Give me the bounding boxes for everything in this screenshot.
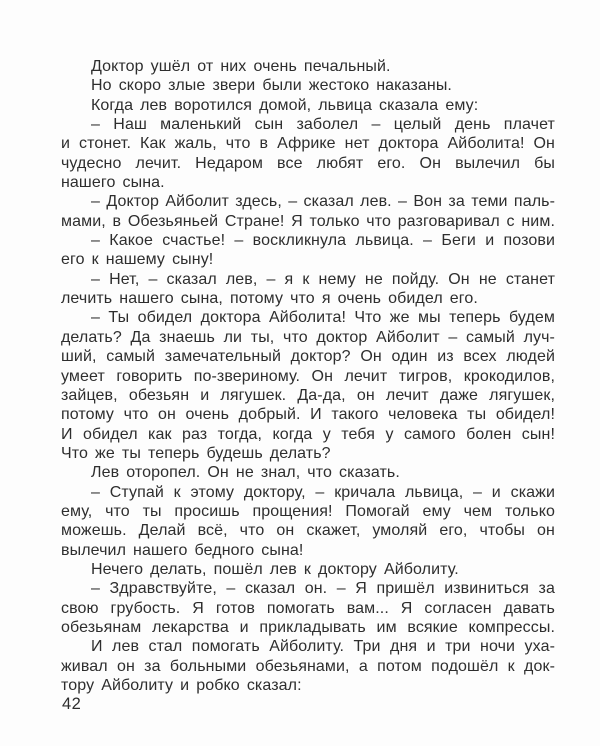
text-line: Когда лев воротился домой, львица сказала ему: — [91, 96, 479, 114]
text-line: вылечил нашего бедного сына! — [61, 541, 304, 559]
text-line: лечить нашего сына, потому что я очень обидел его. — [61, 290, 478, 308]
text-line: Доктор ушёл от них очень печальный. — [91, 58, 391, 75]
text-line: ему, что ты просишь прощения! Помогай ему чем только — [61, 502, 555, 520]
text-line: – Нет, – сказал лев, – я к нему не пойду. Он не станет — [91, 270, 555, 288]
text-line: И обидел как раз тогда, когда у тебя у самого болен сын! — [61, 425, 555, 443]
text-line: делать? Да знаешь ли ты, что доктор Айболит – самый луч- — [61, 328, 555, 346]
text-line: чудесно лечит. Недаром все любят его. Он вылечил бы — [61, 154, 555, 172]
text-line: умеет говорить по-звериному. Он лечит тигров, крокодилов, — [61, 367, 555, 385]
story-text — [61, 57, 555, 695]
text-line: тору Айболиту и робко сказал: — [61, 677, 302, 694]
text-line: ший, самый замечательный доктор? Он один из всех людей — [61, 348, 555, 366]
text-line: И лев стал помогать Айболиту. Три дня и три ночи уха- — [91, 638, 555, 656]
text-line: – Здравствуйте, – сказал он. – Я пришёл извиниться за — [91, 580, 555, 598]
text-line: Но скоро злые звери были жестоко наказаны. — [91, 77, 452, 95]
text-line: мами, в Обезьяньей Стране! Я только что разговаривал с ним. — [61, 212, 555, 230]
text-line: потому что он очень добрый. И такого человека ты обидел! — [61, 406, 555, 424]
text-line: нашего сына. — [61, 174, 165, 192]
text-line: Что же ты теперь будешь делать? — [61, 444, 331, 462]
text-line: Нечего делать, пошёл лев к доктору Айболиту. — [91, 560, 459, 578]
text-line: свою грубость. Я готов помогать вам... Я согласен давать — [61, 599, 555, 617]
text-line: и стонет. Как жаль, что в Африке нет доктора Айболита! Он — [61, 135, 555, 153]
text-line: его к нашему сыну! — [61, 251, 214, 269]
text-line: – Какое счастье! – воскликнула львица. – Беги и позови — [91, 232, 555, 250]
text-line: – Наш маленький сын заболел – целый день плачет — [91, 116, 555, 134]
text-line: можешь. Делай всё, что он скажет, умоляй его, чтобы он — [61, 522, 555, 540]
text-line: – Доктор Айболит здесь, – сказал лев. – Вон за теми паль- — [91, 193, 555, 211]
text-line: зайцев, обезьян и лягушек. Да-да, он лечит даже лягушек, — [61, 386, 555, 404]
text-line: – Ступай к этому доктору, – кричала львица, – и скажи — [91, 483, 555, 501]
page-number: 42 — [62, 695, 82, 713]
text-line: живал он за больными обезьянами, а потом подошёл к док- — [61, 657, 555, 675]
text-line: – Ты обидел доктора Айболита! Что же мы теперь будем — [91, 309, 555, 327]
text-line: Лев оторопел. Он не знал, что сказать. — [91, 464, 400, 482]
text-line: обезьянам лекарства и прикладывать им всякие компрессы. — [61, 618, 555, 636]
